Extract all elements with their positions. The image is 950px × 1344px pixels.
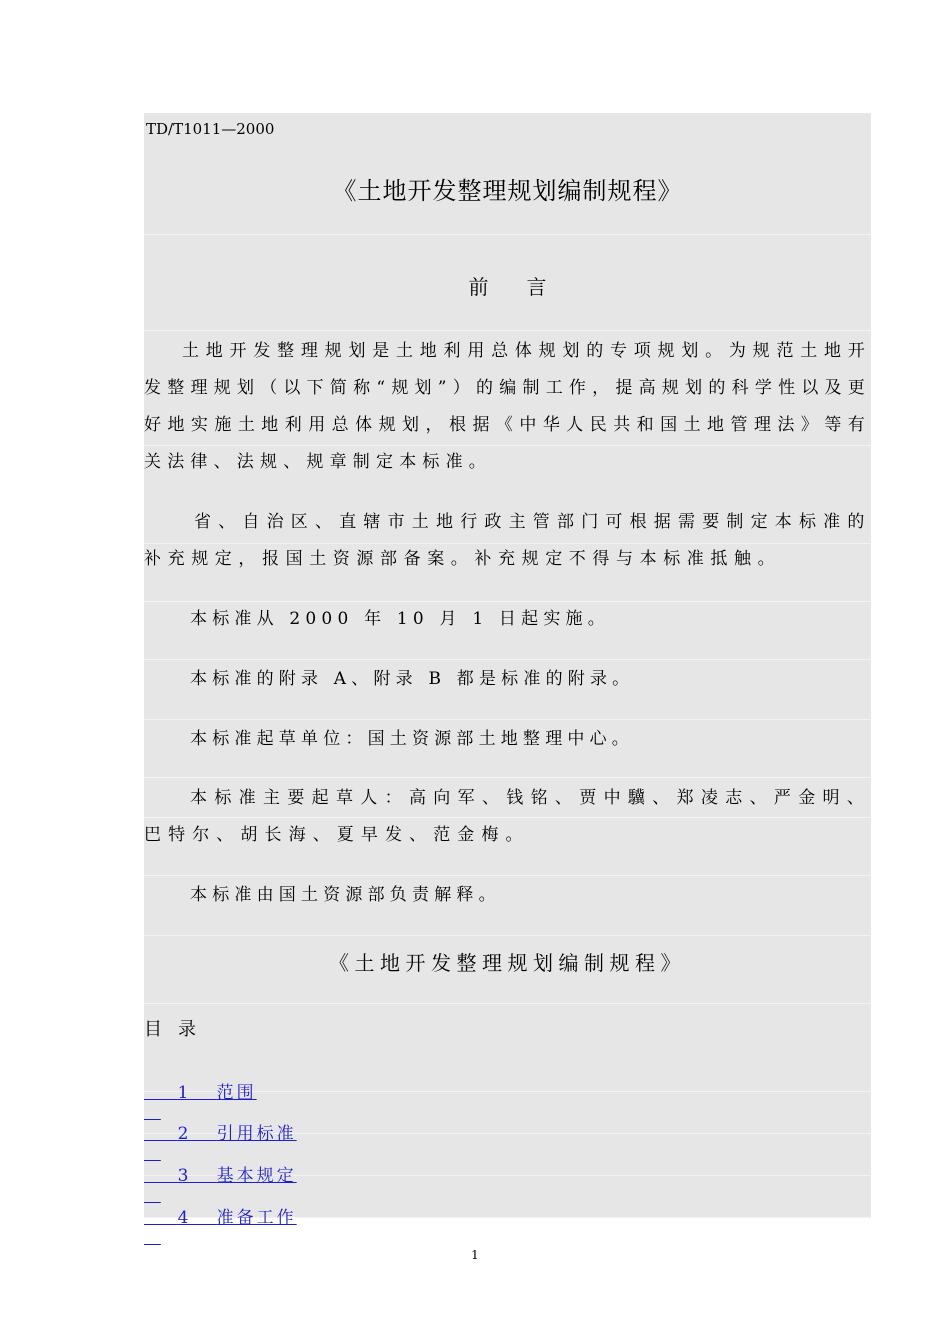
document-subtitle: 《土地开发整理规划编制规程》 bbox=[329, 951, 686, 975]
row-separator bbox=[144, 1003, 871, 1004]
page-number: 1 bbox=[471, 1248, 479, 1262]
row-separator bbox=[144, 777, 871, 778]
effective-date-paragraph: 本标准从 2000 年 10 月 1 日起实施。 bbox=[190, 609, 610, 629]
toc-item-number: 4 bbox=[177, 1208, 192, 1228]
foreword-paragraph: 土地开发整理规划是土地利用总体规划的专项规划。为规范土地开发整理规划（以下简称“规划”）的编制工作，提高规划的科学性以及更好地实施土地利用总体规划，根据《中华人民共和国土地管理法》等有关法律、法规、规章制定本标准。 bbox=[144, 341, 871, 472]
toc-item-label: 范围 bbox=[216, 1083, 257, 1103]
drafting-unit-paragraph: 本标准起草单位：国土资源部土地整理中心。 bbox=[190, 729, 634, 749]
toc-item-label: 基本规定 bbox=[216, 1166, 297, 1186]
toc-heading: 目录 bbox=[144, 1019, 212, 1040]
row-separator bbox=[144, 659, 871, 660]
document-content-area bbox=[144, 113, 871, 1228]
row-separator bbox=[144, 330, 871, 331]
toc-link-preparation-work[interactable] bbox=[144, 1183, 297, 1248]
row-separator bbox=[144, 935, 871, 936]
toc-item-number: 2 bbox=[177, 1124, 192, 1144]
foreword-heading: 前言 bbox=[468, 275, 585, 299]
row-separator bbox=[144, 719, 871, 720]
row-separator bbox=[144, 234, 871, 235]
appendix-paragraph: 本标准的附录 A、附录 B 都是标准的附录。 bbox=[190, 669, 635, 689]
row-separator bbox=[144, 875, 871, 876]
toc-item-label: 引用标准 bbox=[216, 1124, 297, 1144]
document-title: 《土地开发整理规划编制规程》 bbox=[332, 177, 683, 205]
toc-item-number: 1 bbox=[177, 1083, 192, 1103]
drafters-paragraph: 本标准主要起草人：高向军、钱铭、贾中驥、郑凌志、严金明、巴特尔、胡长海、夏早发、范金梅。 bbox=[144, 788, 871, 845]
toc-item-number: 3 bbox=[177, 1166, 192, 1186]
toc-item-label: 准备工作 bbox=[216, 1208, 297, 1228]
standard-code: TD/T1011—2000 bbox=[146, 120, 275, 138]
foreword-paragraph: 省、自治区、直辖市土地行政主管部门可根据需要制定本标准的补充规定，报国土资源部备案。补充规定不得与本标准抵触。 bbox=[144, 512, 871, 569]
interpretation-paragraph: 本标准由国土资源部负责解释。 bbox=[190, 885, 501, 905]
